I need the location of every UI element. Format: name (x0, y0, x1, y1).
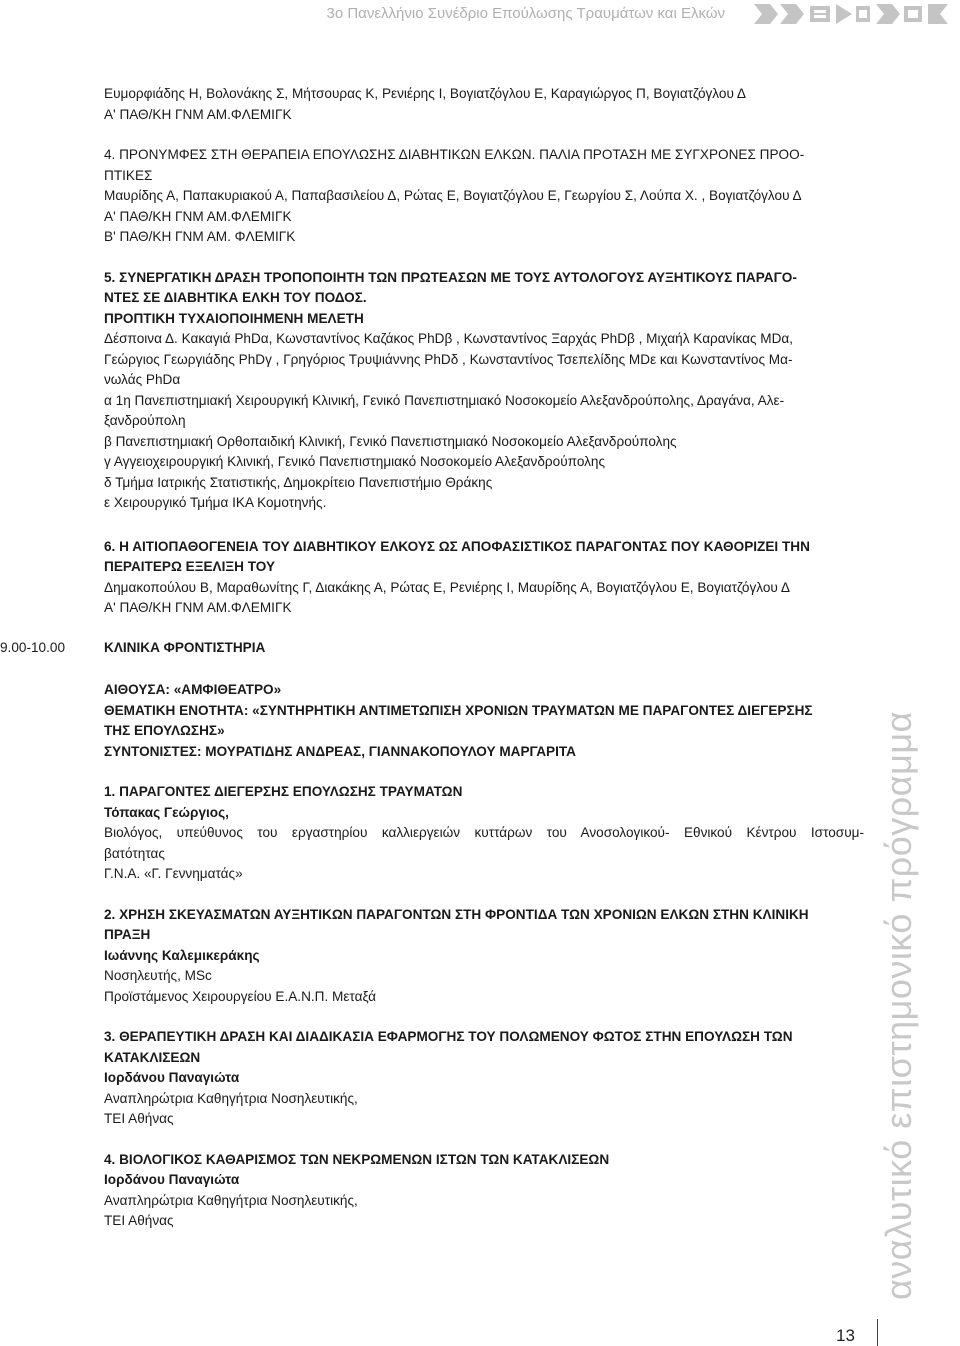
block1-affiliation: Α' ΠΑΘ/ΚΗ ΓΝΜ ΑΜ.ΦΛΕΜΙΓΚ (104, 106, 292, 122)
item6-affiliation: Α' ΠΑΘ/ΚΗ ΓΝΜ ΑΜ.ΦΛΕΜΙΓΚ (104, 600, 292, 615)
item5-aff-e: ε Χειρουργικό Τμήμα ΙΚΑ Κομοτηνής. (104, 495, 327, 510)
block1-authors: Ευμορφιάδης Η, Βολονάκης Σ, Μήτσουρας Κ, Ρενιέρης Ι, Βογιατζόγλου Ε, Καραγιώργος Π, Βογιατζόγλου Δ (104, 86, 746, 101)
talk4-desc-line1: Αναπληρώτρια Καθηγήτρια Νοσηλευτικής, (104, 1192, 358, 1208)
talk4-speaker: Ιορδάνου Παναγιώτα (104, 1172, 240, 1187)
talk4-title: 4. ΒΙΟΛΟΓΙΚΟΣ ΚΑΘΑΡΙΣΜΟΣ ΤΩΝ ΝΕΚΡΩΜΕΝΩΝ ΙΣΤΩΝ ΤΩΝ ΚΑΤΑΚΛΙΣΕΩΝ (104, 1151, 610, 1167)
talk2-desc-line1: Νοσηλευτής, MSc (104, 968, 212, 983)
talk3-title-line2: ΚΑΤΑΚΛΙΣΕΩΝ (104, 1049, 201, 1065)
item5-authors-line2: Γεώργιος Γεωργιάδης PhDγ , Γρηγόριος Τρυψιάννης PhDδ , Κωνσταντίνος Τσεπελίδης MDε και Κωνσταντίνος Μα- (104, 351, 793, 367)
talk1-desc-line2: βατότητας (104, 845, 165, 861)
item5-authors-line3: νωλάς PhDα (104, 372, 181, 387)
talk1-desc-line1: Βιολόγος, υπεύθυνος του εργαστηρίου καλλιεργειών κυττάρων του Ανοσολογικού- Εθνικού Κέντρου Ιστοσυμ- (104, 825, 864, 840)
item5-title-line1: 5. ΣΥΝΕΡΓΑΤΙΚΗ ΔΡΑΣΗ ΤΡΟΠΟΠΟΙΗΤΗ ΤΩΝ ΠΡΩΤΕΑΣΩΝ ΜΕ ΤΟΥΣ ΑΥΤΟΛΟΓΟΥΣ ΑΥΞΗΤΙΚΟΥΣ ΠΑΡΑΓΟ- (104, 269, 797, 285)
session-theme-line1: ΘΕΜΑΤΙΚΗ ΕΝΟΤΗΤΑ: «ΣΥΝΤΗΡΗΤΙΚΗ ΑΝΤΙΜΕΤΩΠΙΣΗ ΧΡΟΝΙΩΝ ΤΡΑΥΜΑΤΩΝ ΜΕ ΠΑΡΑΓΟΝΤΕΣ ΔΙΕΓΕΡΣΗΣ (104, 702, 813, 718)
page-number: 13 (836, 1326, 855, 1345)
talk3-desc-line2: ΤΕΙ Αθήνας (104, 1111, 174, 1126)
session-header (0, 638, 960, 660)
session-time: 9.00-10.00 (0, 640, 66, 655)
conference-logo-icon (752, 2, 952, 26)
sidebar-section-label: αναλυτικό επιστημονικό πρόγραμμα (878, 711, 919, 1300)
header-title: 3ο Πανελλήνιο Συνέδριο Επούλωσης Τραυμάτων και Ελκών (326, 5, 725, 22)
page-number-divider (877, 1319, 878, 1346)
item4-title-line2: ΠΤΙΚΕΣ (104, 167, 153, 183)
talk2-title-line2: ΠΡΑΞΗ (104, 927, 151, 942)
session-room: ΑΙΘΟΥΣΑ: «ΑΜΦΙΘΕΑΤΡΟ» (104, 682, 282, 697)
session-chairs: ΣΥΝΤΟΝΙΣΤΕΣ: ΜΟΥΡΑΤΙΔΗΣ ΑΝΔΡΕΑΣ, ΓΙΑΝΝΑΚΟΠΟΥΛΟΥ ΜΑΡΓΑΡΙΤΑ (104, 743, 576, 759)
talk1-speaker: Τόπακας Γεώργιος, (104, 804, 229, 820)
item6-title-line2: ΠΕΡΑΙΤΕΡΩ ΕΞΕΛΙΞΗ ΤΟΥ (104, 559, 276, 574)
abstracts-section (104, 84, 864, 619)
talk2-desc-line2: Προϊστάμενος Χειρουργείου Ε.Α.Ν.Π. Μεταξά (104, 988, 377, 1004)
item5-aff-d: δ Τμήμα Ιατρικής Στατιστικής, Δημοκρίτειο Πανεπιστήμιο Θράκης (104, 474, 493, 490)
session-details (104, 680, 864, 1232)
item4-title-line1: 4. ΠΡΟΝΥΜΦΕΣ ΣΤΗ ΘΕΡΑΠΕΙΑ ΕΠΟΥΛΩΣΗΣ ΔΙΑΒΗΤΙΚΩΝ ΕΛΚΩΝ. ΠΑΛΙΑ ΠΡΟΤΑΣΗ ΜΕ ΣΥΓΧΡΟΝΕΣ ΠΡΟΟ- (104, 147, 805, 162)
talk3-speaker: Ιορδάνου Παναγιώτα (104, 1070, 240, 1085)
item6-title-line1: 6. Η ΑΙΤΙΟΠΑΘΟΓΕΝΕΙΑ ΤΟΥ ΔΙΑΒΗΤΙΚΟΥ ΕΛΚΟΥΣ ΩΣ ΑΠΟΦΑΣΙΣΤΙΚΟΣ ΠΑΡΑΓΟΝΤΑΣ ΠΟΥ ΚΑΘΟΡΙΖΕΙ ΤΗΝ (104, 538, 810, 554)
talk4-desc-line2: ΤΕΙ Αθήνας (104, 1213, 174, 1228)
session-theme-line2: ΤΗΣ ΕΠΟΥΛΩΣΗΣ» (104, 723, 225, 738)
talk2-speaker: Ιωάννης Καλεμικεράκης (104, 947, 260, 963)
talk2-title-line1: 2. ΧΡΗΣΗ ΣΚΕΥΑΣΜΑΤΩΝ ΑΥΞΗΤΙΚΩΝ ΠΑΡΑΓΟΝΤΩΝ ΣΤΗ ΦΡΟΝΤΙΔΑ ΤΩΝ ΧΡΟΝΙΩΝ ΕΛΚΩΝ ΣΤΗΝ ΚΛΙΝΙΚΗ (104, 906, 809, 922)
item6-authors: Δημακοπούλου Β, Μαραθωνίτης Γ, Διακάκης Α, Ρώτας Ε, Ρενιέρης Ι, Μαυρίδης Α, Βογιατζόγλου Ε, Βογιατζόγλου Δ (104, 579, 790, 595)
item5-aff-a-line2: ξανδρούπολη (104, 413, 186, 428)
item5-subtitle: ΠΡΟΠΤΙΚΗ ΤΥΧΑΙΟΠΟΙΗΜΕΝΗ ΜΕΛΕΤΗ (104, 310, 364, 326)
talk3-title-line1: 3. ΘΕΡΑΠΕΥΤΙΚΗ ΔΡΑΣΗ ΚΑΙ ΔΙΑΔΙΚΑΣΙΑ ΕΦΑΡΜΟΓΗΣ ΤΟΥ ΠΟΛΩΜΕΝΟΥ ΦΩΤΟΣ ΣΤΗΝ ΕΠΟΥΛΩΣΗ ΤΩΝ (104, 1029, 793, 1044)
talk1-title: 1. ΠΑΡΑΓΟΝΤΕΣ ΔΙΕΓΕΡΣΗΣ ΕΠΟΥΛΩΣΗΣ ΤΡΑΥΜΑΤΩΝ (104, 784, 463, 799)
session-title: ΚΛΙΝΙΚΑ ΦΡΟΝΤΙΣΤΗΡΙΑ (104, 640, 266, 655)
item5-aff-b: β Πανεπιστημιακή Ορθοπαιδική Κλινική, Γενικό Πανεπιστημιακό Νοσοκομείο Αλεξανδρούπολης (104, 433, 677, 449)
item5-authors-line1: Δέσποινα Δ. Κακαγιά PhDα, Κωνσταντίνος Καζάκος PhDβ , Κωνσταντίνος Ξαρχάς PhDβ , Μιχαήλ Καρανίκας MDα, (104, 331, 794, 346)
item5-title-line2: ΝΤΕΣ ΣΕ ΔΙΑΒΗΤΙΚΑ ΕΛΚΗ ΤΟΥ ΠΟΔΟΣ. (104, 290, 367, 305)
talk1-desc-line3: Γ.Ν.Α. «Γ. Γεννηματάς» (104, 866, 243, 881)
item5-aff-a-line1: α 1η Πανεπιστημιακή Χειρουργική Κλινική, Γενικό Πανεπιστημιακό Νοσοκομείο Αλεξανδρούπολης, Δραγάνα, Αλε- (104, 392, 785, 408)
item5-aff-g: γ Αγγειοχειρουργική Κλινική, Γενικό Πανεπιστημιακό Νοσοκομείο Αλεξανδρούπολης (104, 454, 606, 469)
item4-authors: Μαυρίδης Α, Παπακυριακού Α, Παπαβασιλείου Δ, Ρώτας Ε, Βογιατζόγλου Ε, Γεωργίου Σ, Λούπα Χ. , Βογιατζόγλου Δ (104, 188, 802, 203)
item4-affiliation-2: Β' ΠΑΘ/ΚΗ ΓΝΜ ΑΜ. ΦΛΕΜΙΓΚ (104, 229, 296, 244)
item4-affiliation-1: Α' ΠΑΘ/ΚΗ ΓΝΜ ΑΜ.ΦΛΕΜΙΓΚ (104, 208, 292, 224)
talk3-desc-line1: Αναπληρώτρια Καθηγήτρια Νοσηλευτικής, (104, 1090, 358, 1106)
